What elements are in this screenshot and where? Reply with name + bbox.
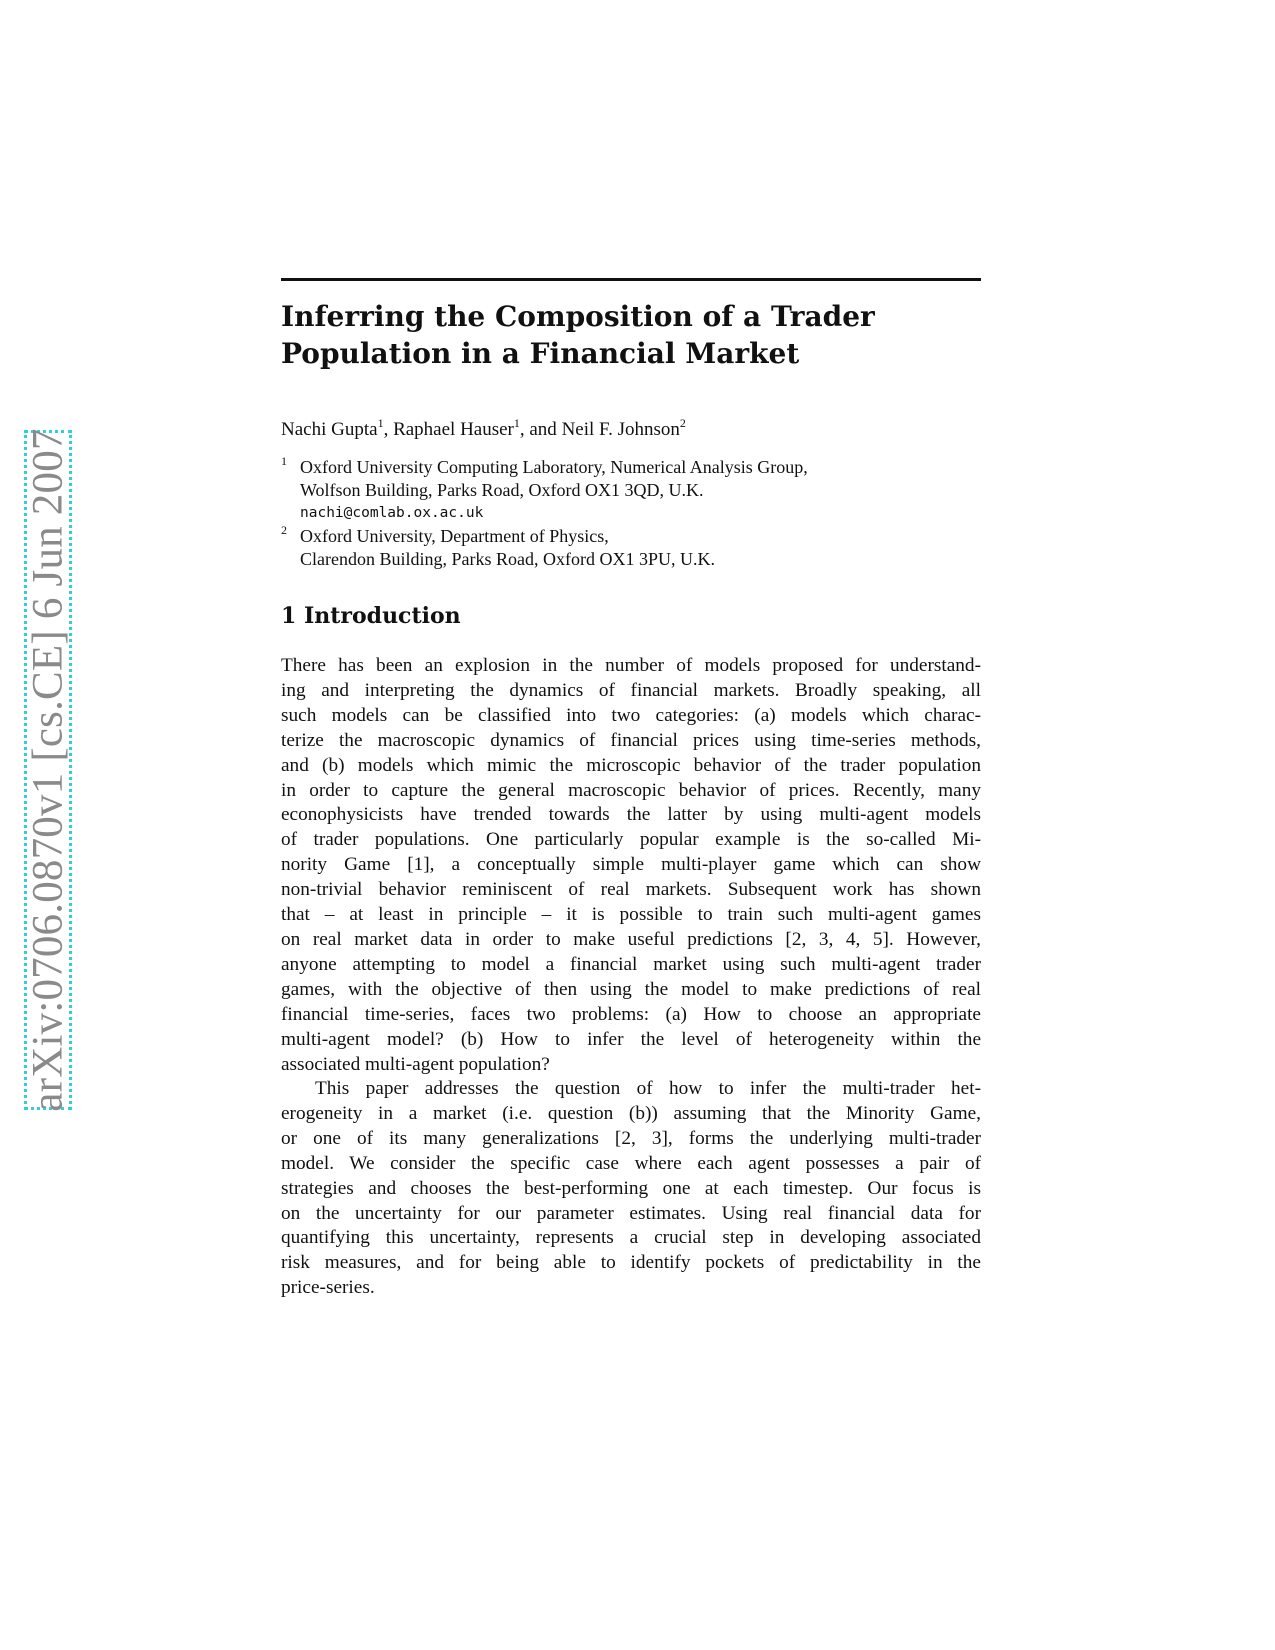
text-line: financial time-series, faces two problems: (a) How to choose an appropriate	[281, 1003, 981, 1025]
affiliation-line: Oxford University Computing Laboratory, Numerical Analysis Group,	[300, 457, 808, 477]
title-rule	[281, 278, 981, 281]
author-separator: , and	[519, 419, 562, 440]
author-affiliation-mark: 1	[513, 416, 520, 430]
text-line: on the uncertainty for our parameter estimates. Using real financial data for	[281, 1202, 981, 1224]
text-line: games, with the objective of then using the model to make predictions of real	[281, 978, 981, 1000]
text-line: price-series.	[281, 1277, 375, 1299]
affiliation-line: Wolfson Building, Parks Road, Oxford OX1 3QD, U.K.	[300, 480, 704, 500]
text-line: or one of its many generalizations [2, 3], forms the underlying multi-trader	[281, 1127, 981, 1149]
text-line: terize the macroscopic dynamics of financial prices using time-series methods,	[281, 729, 981, 751]
text-line: and (b) models which mimic the microscopic behavior of the trader population	[281, 754, 981, 776]
section-heading: 1 Introduction	[281, 603, 461, 629]
paper-title: Inferring the Composition of a Trader Population in a Financial Market	[281, 300, 875, 370]
author-affiliation-mark: 1	[377, 416, 384, 430]
arxiv-identifier-text: arXiv:0706.0870v1 [cs.CE] 6 Jun 2007	[24, 428, 72, 1112]
text-line: strategies and chooses the best-performing one at each timestep. Our focus is	[281, 1177, 981, 1199]
text-line: erogeneity in a market (i.e. question (b)) assuming that the Minority Game,	[281, 1102, 981, 1124]
affiliation-line: Oxford University, Department of Physics,	[300, 526, 609, 546]
author-list	[281, 418, 981, 442]
text-line: that – at least in principle – it is possible to train such multi-agent games	[281, 904, 981, 926]
text-line: non-trivial behavior reminiscent of real markets. Subsequent work has shown	[281, 879, 981, 901]
author-name: Raphael Hauser	[393, 419, 514, 440]
arxiv-identifier-stamp	[24, 430, 72, 1110]
affiliation-number: 1	[281, 454, 287, 468]
text-line: quantifying this uncertainty, represents a crucial step in developing associated	[281, 1227, 981, 1249]
text-line: nority Game [1], a conceptually simple multi-player game which can show	[281, 854, 981, 876]
text-line: anyone attempting to model a financial market using such multi-agent trader	[281, 953, 981, 975]
affiliation-lines	[300, 456, 980, 525]
author-name: Nachi Gupta	[281, 419, 378, 440]
text-line: ing and interpreting the dynamics of financial markets. Broadly speaking, all	[281, 679, 981, 701]
text-line: multi-agent model? (b) How to infer the level of heterogeneity within the	[281, 1028, 981, 1050]
author-email: nachi@comlab.ox.ac.uk	[300, 505, 484, 521]
text-line: on real market data in order to make useful predictions [2, 3, 4, 5]. However,	[281, 928, 981, 950]
author-affiliation-mark: 2	[679, 416, 686, 430]
author-separator: ,	[383, 419, 394, 440]
text-line: econophysicists have trended towards the latter by using multi-agent models	[281, 804, 981, 826]
affiliation-line: Clarendon Building, Parks Road, Oxford OX1 3PU, U.K.	[300, 549, 715, 569]
text-line: such models can be classified into two categories: (a) models which charac-	[281, 704, 981, 726]
text-line: of trader populations. One particularly popular example is the so-called Mi-	[281, 829, 981, 851]
affiliation-lines	[300, 525, 980, 571]
author-name: Neil F. Johnson	[561, 419, 680, 440]
text-line: This paper addresses the question of how to infer the multi-trader het-	[315, 1078, 981, 1099]
intro-paragraph-2	[281, 1077, 981, 1301]
intro-paragraph-1	[281, 654, 981, 1077]
text-line: risk measures, and for being able to identify pockets of predictability in the	[281, 1252, 981, 1274]
affiliation-number: 2	[281, 523, 287, 537]
text-line: associated multi-agent population?	[281, 1053, 550, 1075]
text-line: in order to capture the general macroscopic behavior of prices. Recently, many	[281, 779, 981, 801]
text-line: There has been an explosion in the number of models proposed for understand-	[281, 655, 981, 676]
text-line: model. We consider the specific case where each agent possesses a pair of	[281, 1152, 981, 1174]
